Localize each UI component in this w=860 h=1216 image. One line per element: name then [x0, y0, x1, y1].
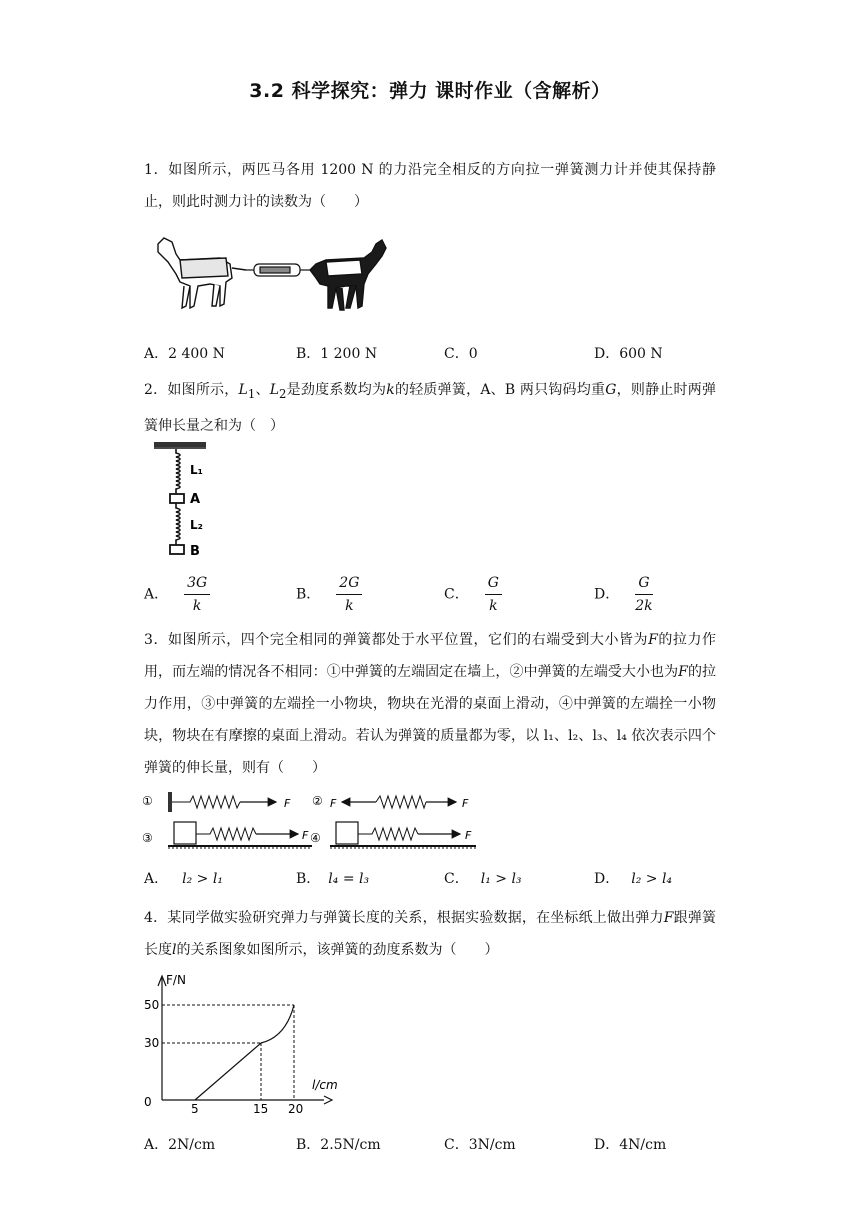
label-l2: L₂ [190, 518, 203, 532]
x-axis-arrow [324, 1096, 332, 1104]
label-f-4: F [465, 829, 472, 842]
label-case-4: ④ [310, 831, 321, 845]
ceiling [154, 442, 206, 447]
spring-l1 [176, 449, 180, 494]
q3-option-b[interactable]: B． l₄ = l₃ [296, 871, 370, 887]
four-springs-figure [140, 790, 480, 856]
q3-option-d[interactable]: D． l₂ > l₄ [594, 871, 673, 887]
label-case-1: ① [142, 794, 153, 808]
label-l1: L₁ [190, 463, 203, 477]
q3-option-c[interactable]: C． l₁ > l₃ [444, 871, 522, 887]
q4-option-d[interactable]: D．4N/cm [594, 1137, 667, 1153]
q1-option-c[interactable]: C．0 [444, 346, 478, 362]
label-f-2l: F [330, 797, 337, 810]
y-tick-30: 30 [144, 1036, 160, 1050]
label-f-2r: F [462, 797, 469, 810]
y-axis-label: F/N [166, 973, 186, 987]
q3-option-a[interactable]: A． l₂ > l₁ [144, 871, 223, 887]
x-axis-label: l/cm [312, 1078, 338, 1092]
q4-stem: 4．某同学做实验研究弹力与弹簧长度的关系，根据实验数据，在坐标纸上做出弹力F跟弹簧长度l的关系图象如图所示，该弹簧的劲度系数为（ ） [144, 910, 717, 958]
force-length-line [195, 1005, 294, 1100]
q4-option-a[interactable]: A．2N/cm [144, 1137, 216, 1153]
left-horse-icon [158, 238, 246, 308]
q2-option-d[interactable]: D． $\frac{G}{2k}$ [594, 575, 653, 614]
weight-a [170, 494, 184, 503]
q1-option-a[interactable]: A．2 400 N [144, 346, 225, 362]
q1-option-b[interactable]: B．1 200 N [296, 346, 378, 362]
q4-option-b[interactable]: B．2.5N/cm [296, 1137, 381, 1153]
x-tick-15: 15 [253, 1102, 269, 1114]
q2-option-a[interactable]: A． $\frac{3G}{k}$ [144, 574, 210, 615]
y-tick-50: 50 [144, 998, 160, 1012]
spring-l2 [176, 503, 180, 545]
force-length-chart [140, 968, 340, 1114]
label-case-2: ② [312, 794, 323, 808]
label-case-3: ③ [142, 831, 153, 845]
q2-option-c[interactable]: C． $\frac{G}{k}$ [444, 574, 502, 615]
horses-figure [150, 234, 390, 316]
label-f-3: F [302, 829, 309, 842]
label-f-1: F [284, 797, 291, 810]
weight-b [170, 545, 184, 554]
q3-stem: 3．如图所示，四个完全相同的弹簧都处于水平位置，它们的右端受到大小皆为F的拉力作用，而左端的情况各不相同：①中弹簧的左端固定在墙上，②中弹簧的左端受大小也为F的拉力作用，③中弹簧的左端拴一小物块，物块在光滑的桌面上滑动，④中弹簧的左端拴一小物块，物块在有摩擦的桌面上滑动。若认为弹簧的质量都为零，以 l₁、l₂、l₃、l₄ 依次表示四个弹簧的伸长量，则有（ ） [144, 632, 717, 776]
label-a: A [190, 492, 201, 507]
x-tick-20: 20 [288, 1102, 304, 1114]
q1-option-d[interactable]: D．600 N [594, 346, 663, 362]
label-b: B [190, 544, 200, 559]
right-horse-icon [310, 240, 386, 310]
y-tick-0: 0 [144, 1095, 152, 1109]
q2-stem: 2．如图所示，$L_1$、$L_2$是劲度系数均为k的轻质弹簧，A、B 两只钩码均重G，则静止时两弹簧伸长量之和为（ ） [144, 382, 717, 434]
q4-option-c[interactable]: C．3N/cm [444, 1137, 516, 1153]
spring-scale-icon [246, 264, 310, 276]
q1-stem: 1．如图所示，两匹马各用 1200 N 的力沿完全相反的方向拉一弹簧测力计并使其保持静止，则此时测力计的读数为（ ） [144, 162, 716, 210]
springs-ab-figure [152, 440, 212, 562]
q2-option-b[interactable]: B． $\frac{2G}{k}$ [296, 574, 362, 615]
x-tick-5: 5 [191, 1102, 199, 1114]
page-title: 3.2 科学探究：弹力 课时作业（含解析） [249, 80, 611, 102]
